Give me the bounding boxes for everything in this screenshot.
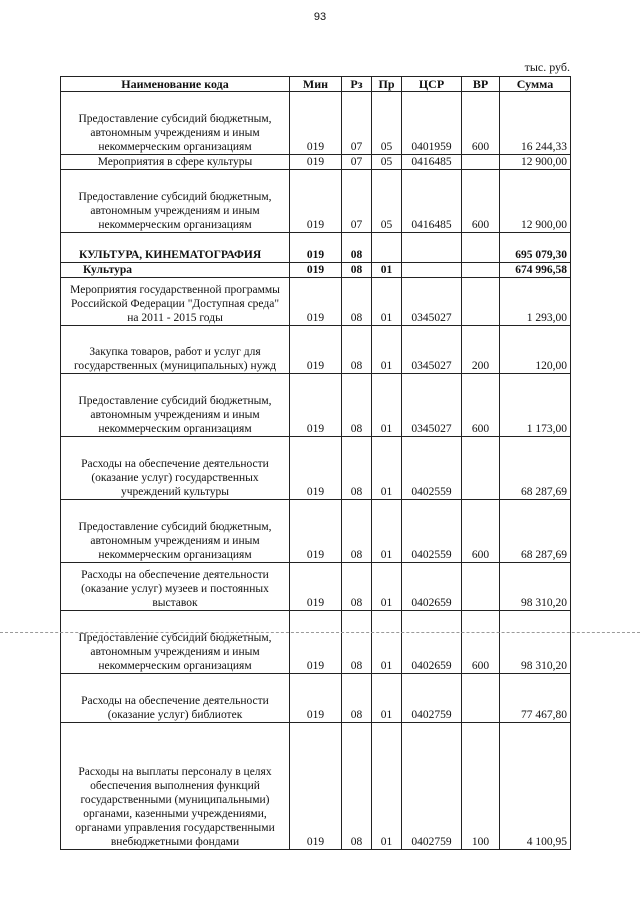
row-rz: 08	[342, 233, 372, 263]
row-name: Предоставление субсидий бюджетным, автономным учреждениям и иным некоммерческим организациям	[61, 500, 290, 563]
row-pr	[372, 233, 402, 263]
row-vr	[462, 278, 500, 326]
table-row-section	[61, 233, 571, 263]
row-csr: 0345027	[402, 374, 462, 437]
row-sum: 16 244,33	[500, 92, 571, 155]
row-csr: 0345027	[402, 278, 462, 326]
row-vr: 600	[462, 611, 500, 674]
row-csr: 0416485	[402, 170, 462, 233]
row-rz: 08	[342, 263, 372, 278]
table-row	[61, 723, 571, 850]
row-sum: 120,00	[500, 326, 571, 374]
row-rz: 08	[342, 563, 372, 611]
row-csr: 0402559	[402, 437, 462, 500]
table-row	[61, 437, 571, 500]
row-min: 019	[290, 500, 342, 563]
row-pr: 01	[372, 278, 402, 326]
row-sum: 1 173,00	[500, 374, 571, 437]
row-name: Предоставление субсидий бюджетным, автономным учреждениям и иным некоммерческим организациям	[61, 92, 290, 155]
row-csr: 0416485	[402, 155, 462, 170]
row-sum: 4 100,95	[500, 723, 571, 850]
row-csr: 0345027	[402, 326, 462, 374]
row-sum: 674 996,58	[500, 263, 571, 278]
table-row	[61, 563, 571, 611]
row-min: 019	[290, 263, 342, 278]
col-header-pr: Пр	[372, 77, 402, 92]
table-row	[61, 674, 571, 723]
row-min: 019	[290, 437, 342, 500]
row-sum: 98 310,20	[500, 611, 571, 674]
table-row	[61, 278, 571, 326]
unit-label: тыс. руб.	[524, 60, 570, 74]
col-header-rz: Рз	[342, 77, 372, 92]
row-csr: 0401959	[402, 92, 462, 155]
row-csr	[402, 233, 462, 263]
row-rz: 08	[342, 278, 372, 326]
row-vr: 200	[462, 326, 500, 374]
row-name: Закупка товаров, работ и услуг для государственных (муниципальных) нужд	[61, 326, 290, 374]
table-row	[61, 374, 571, 437]
row-pr: 01	[372, 723, 402, 850]
row-min: 019	[290, 611, 342, 674]
row-min: 019	[290, 563, 342, 611]
budget-table	[60, 76, 571, 850]
row-min: 019	[290, 326, 342, 374]
row-vr: 600	[462, 374, 500, 437]
table-row	[61, 500, 571, 563]
row-name: Расходы на обеспечение деятельности (оказание услуг) музеев и постоянных выставок	[61, 563, 290, 611]
row-pr: 01	[372, 326, 402, 374]
page-number: 93	[313, 11, 327, 23]
table-row-subsection	[61, 263, 571, 278]
row-name: Предоставление субсидий бюджетным, автономным учреждениям и иным некоммерческим организациям	[61, 170, 290, 233]
row-sum: 98 310,20	[500, 563, 571, 611]
row-sum: 77 467,80	[500, 674, 571, 723]
row-rz: 08	[342, 500, 372, 563]
row-vr: 100	[462, 723, 500, 850]
row-rz: 08	[342, 437, 372, 500]
row-vr	[462, 437, 500, 500]
col-header-vr: ВР	[462, 77, 500, 92]
row-min: 019	[290, 374, 342, 437]
row-vr: 600	[462, 92, 500, 155]
row-vr: 600	[462, 170, 500, 233]
row-pr: 01	[372, 611, 402, 674]
row-pr: 01	[372, 437, 402, 500]
row-name: Предоставление субсидий бюджетным, автономным учреждениям и иным некоммерческим организациям	[61, 374, 290, 437]
row-pr: 01	[372, 263, 402, 278]
row-vr	[462, 233, 500, 263]
row-name: КУЛЬТУРА, КИНЕМАТОГРАФИЯ	[61, 233, 290, 263]
table-row	[61, 170, 571, 233]
row-min: 019	[290, 92, 342, 155]
row-min: 019	[290, 155, 342, 170]
row-min: 019	[290, 278, 342, 326]
row-sum: 68 287,69	[500, 500, 571, 563]
row-sum: 1 293,00	[500, 278, 571, 326]
row-name: Мероприятия государственной программы Российской Федерации "Доступная среда" на 2011 - 2015 годы	[61, 278, 290, 326]
row-pr: 01	[372, 500, 402, 563]
table-row	[61, 92, 571, 155]
scan-fold-line	[0, 632, 640, 633]
row-rz: 08	[342, 326, 372, 374]
row-min: 019	[290, 674, 342, 723]
row-csr	[402, 263, 462, 278]
row-name: Предоставление субсидий бюджетным, автономным учреждениям и иным некоммерческим организациям	[61, 611, 290, 674]
row-pr: 05	[372, 92, 402, 155]
row-csr: 0402659	[402, 563, 462, 611]
row-rz: 08	[342, 611, 372, 674]
col-header-sum: Сумма	[500, 77, 571, 92]
col-header-csr: ЦСР	[402, 77, 462, 92]
row-name: Расходы на обеспечение деятельности (оказание услуг) государственных учреждений культуры	[61, 437, 290, 500]
row-name: Расходы на выплаты персоналу в целях обеспечения выполнения функций государственными (муниципальными) органами, казенными учреждениями, органами управления государственными внебюджетными фондами	[61, 723, 290, 850]
col-header-name: Наименование кода	[61, 77, 290, 92]
row-rz: 07	[342, 170, 372, 233]
table-row	[61, 326, 571, 374]
row-min: 019	[290, 723, 342, 850]
table-header-row	[61, 77, 571, 92]
row-sum: 68 287,69	[500, 437, 571, 500]
table-row	[61, 155, 571, 170]
row-rz: 07	[342, 92, 372, 155]
col-header-min: Мин	[290, 77, 342, 92]
row-sum: 695 079,30	[500, 233, 571, 263]
row-rz: 08	[342, 374, 372, 437]
row-name: Мероприятия в сфере культуры	[61, 155, 290, 170]
row-csr: 0402759	[402, 723, 462, 850]
row-pr: 01	[372, 563, 402, 611]
row-sum: 12 900,00	[500, 155, 571, 170]
row-pr: 01	[372, 674, 402, 723]
row-vr	[462, 674, 500, 723]
row-min: 019	[290, 233, 342, 263]
row-pr: 05	[372, 170, 402, 233]
row-csr: 0402559	[402, 500, 462, 563]
row-name: Расходы на обеспечение деятельности (оказание услуг) библиотек	[61, 674, 290, 723]
row-name: Культура	[61, 263, 290, 278]
row-sum: 12 900,00	[500, 170, 571, 233]
row-csr: 0402759	[402, 674, 462, 723]
row-csr: 0402659	[402, 611, 462, 674]
table-row	[61, 611, 571, 674]
row-vr	[462, 155, 500, 170]
row-vr	[462, 563, 500, 611]
row-pr: 01	[372, 374, 402, 437]
row-rz: 08	[342, 723, 372, 850]
row-rz: 08	[342, 674, 372, 723]
row-min: 019	[290, 170, 342, 233]
row-rz: 07	[342, 155, 372, 170]
row-pr: 05	[372, 155, 402, 170]
row-vr: 600	[462, 500, 500, 563]
row-vr	[462, 263, 500, 278]
